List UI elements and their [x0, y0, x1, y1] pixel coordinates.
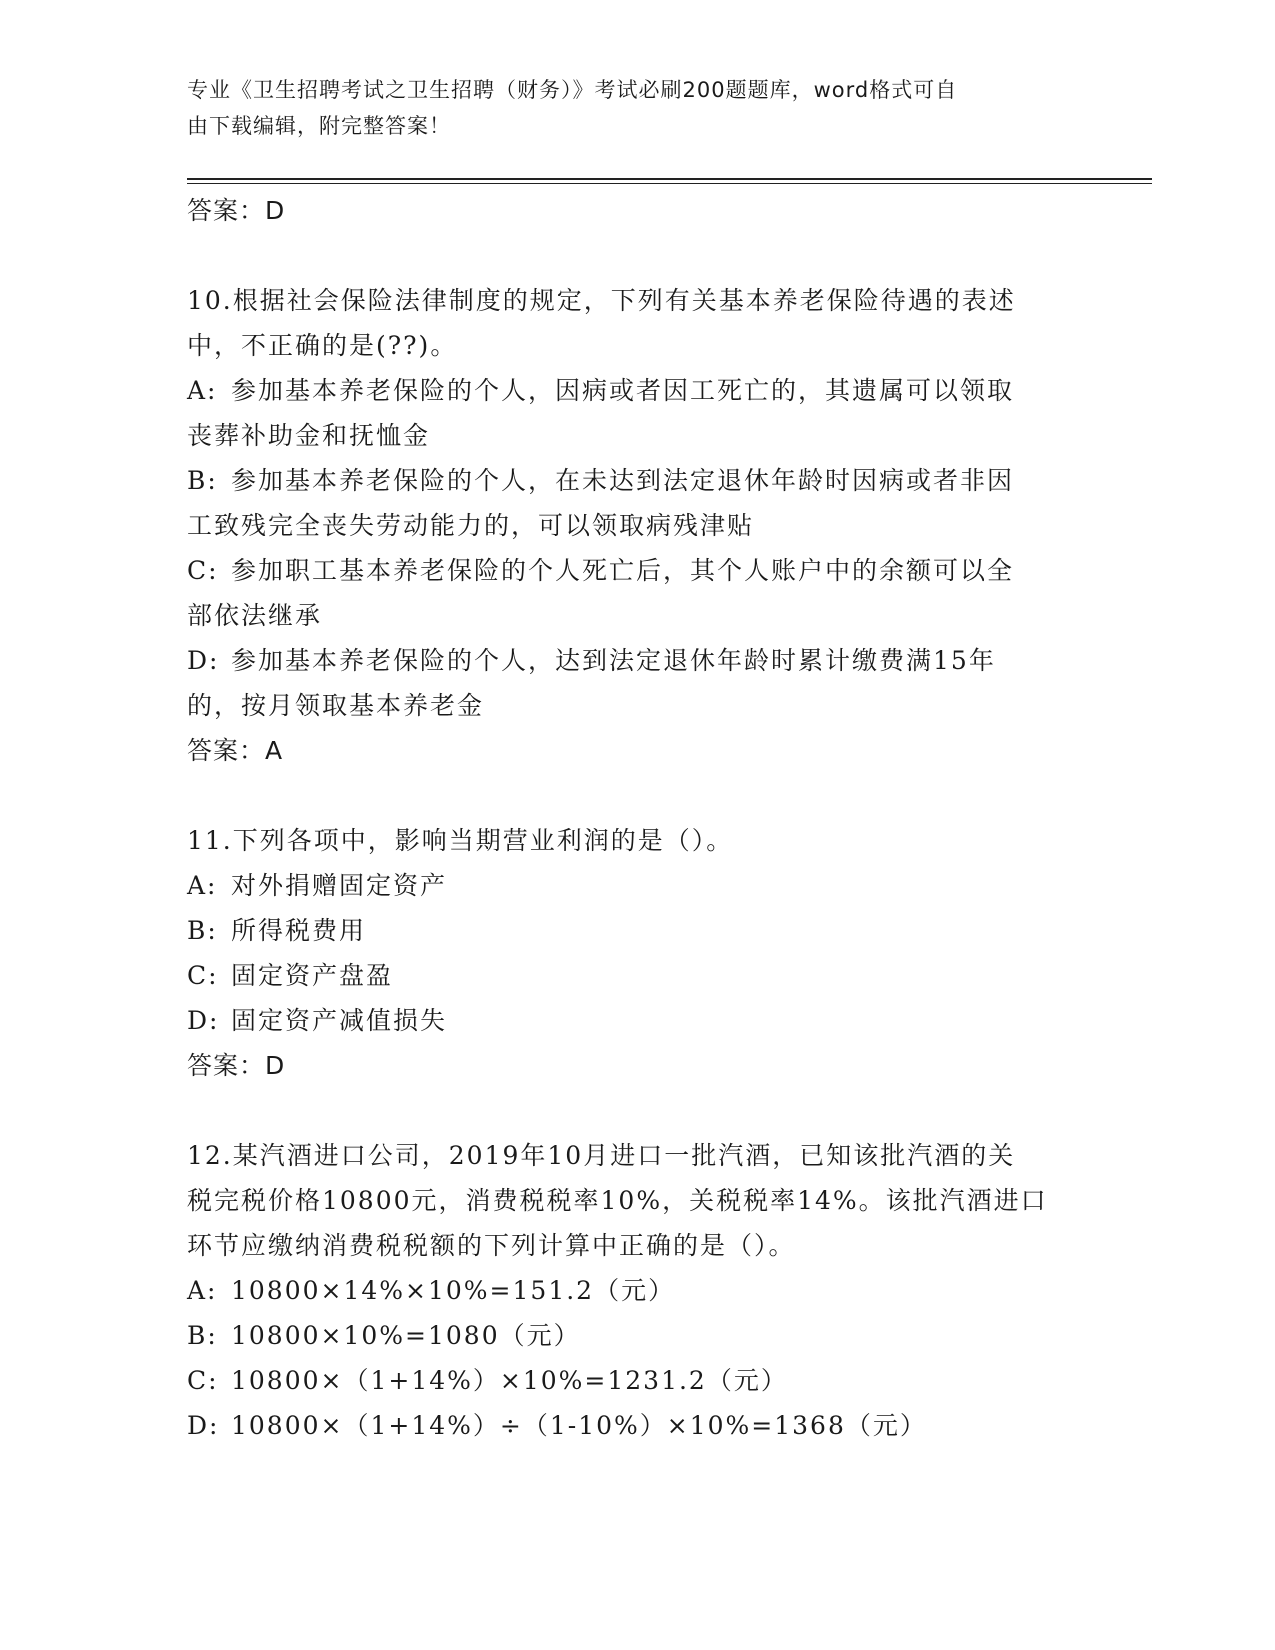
question-text: 12.某汽酒进口公司，2019年10月进口一批汽酒，已知该批汽酒的关: [187, 1141, 1016, 1170]
answer: 答案：A: [187, 736, 284, 765]
option-text: 10800×10%=1080（元）: [231, 1321, 581, 1350]
option-label: C:: [187, 961, 219, 990]
option-c: [187, 1358, 1087, 1403]
option-text: 固定资产盘盈: [231, 961, 394, 990]
option-b-cont: 工致残完全丧失劳动能力的，可以领取病残津贴: [187, 511, 755, 540]
option-a: [187, 1268, 1087, 1313]
header-rule-thin: [187, 183, 1152, 184]
option-label: D:: [187, 1411, 220, 1440]
option-text: 参加基本养老保险的个人，在未达到法定退休年龄时因病或者非因: [231, 466, 1015, 495]
option-text: 所得税费用: [231, 916, 367, 945]
option-b: [187, 458, 1087, 503]
option-label: D:: [187, 646, 220, 675]
option-a-cont: 丧葬补助金和抚恤金: [187, 421, 431, 450]
header-line-2: 由下载编辑，附完整答案！: [187, 114, 451, 138]
option-text: 固定资产减值损失: [231, 1006, 448, 1035]
option-c-cont: 部依法继承: [187, 601, 323, 630]
option-label: C:: [187, 556, 219, 585]
header-line-1: 专业《卫生招聘考试之卫生招聘（财务）》考试必刷200题题库，word格式可自: [187, 78, 958, 102]
prev-answer: 答案：D: [187, 196, 286, 225]
header-rule-thick: [187, 178, 1152, 180]
option-label: A:: [187, 376, 218, 405]
question-12: [187, 1133, 1087, 1448]
option-text: 10800×14%×10%=151.2（元）: [231, 1276, 676, 1305]
option-text: 10800×（1+14%）×10%=1231.2（元）: [231, 1366, 788, 1395]
option-label: B:: [187, 466, 218, 495]
question-text: 11.下列各项中，影响当期营业利润的是（）。: [187, 826, 734, 855]
option-label: B:: [187, 916, 218, 945]
option-text: 参加基本养老保险的个人，达到法定退休年龄时累计缴费满15年: [231, 646, 996, 675]
option-label: D:: [187, 1006, 220, 1035]
option-text: 参加职工基本养老保险的个人死亡后，其个人账户中的余额可以全: [231, 556, 1015, 585]
option-label: A:: [187, 871, 218, 900]
option-label: A:: [187, 1276, 218, 1305]
question-text: 税完税价格10800元，消费税税率10%，关税税率14%。该批汽酒进口: [187, 1186, 1048, 1215]
question-text: 中，不正确的是(??)。: [187, 331, 458, 360]
option-text: 参加基本养老保险的个人，因病或者因工死亡的，其遗属可以领取: [231, 376, 1015, 405]
document-body: [187, 188, 1087, 1448]
option-d: [187, 638, 1087, 683]
option-text: 10800×（1+14%）÷（1-10%）×10%=1368（元）: [231, 1411, 927, 1440]
option-a: [187, 863, 1087, 908]
document-header: [187, 72, 1067, 144]
option-b: [187, 1313, 1087, 1358]
option-label: C:: [187, 1366, 219, 1395]
question-text: 环节应缴纳消费税税额的下列计算中正确的是（）。: [187, 1231, 796, 1260]
option-d: [187, 998, 1087, 1043]
question-11: [187, 818, 1087, 1088]
option-d: [187, 1403, 1087, 1448]
question-text: 10.根据社会保险法律制度的规定，下列有关基本养老保险待遇的表述: [187, 286, 1016, 315]
option-c: [187, 953, 1087, 998]
option-a: [187, 368, 1087, 413]
option-c: [187, 548, 1087, 593]
option-d-cont: 的，按月领取基本养老金: [187, 691, 485, 720]
answer: 答案：D: [187, 1051, 286, 1080]
option-label: B:: [187, 1321, 218, 1350]
question-10: [187, 278, 1087, 773]
option-b: [187, 908, 1087, 953]
option-text: 对外捐赠固定资产: [231, 871, 448, 900]
